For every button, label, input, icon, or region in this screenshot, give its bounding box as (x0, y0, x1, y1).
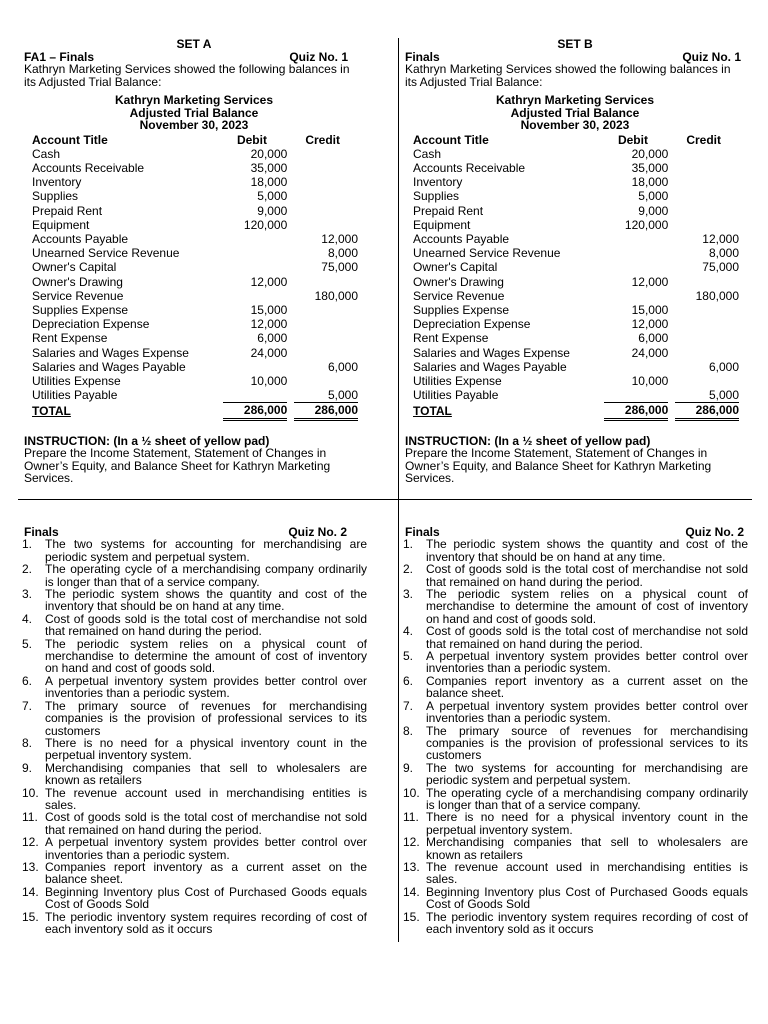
list-item (22, 613, 367, 638)
table-row (24, 204, 358, 218)
header-credit: Credit (305, 132, 340, 147)
set-b-report-heading (405, 94, 745, 132)
credit-cell (668, 317, 739, 331)
header-debit: Debit (617, 132, 648, 147)
account-title-cell: Depreciation Expense (413, 317, 531, 332)
item-number: 9. (403, 760, 414, 775)
list-item (403, 787, 748, 812)
list-item (403, 675, 748, 700)
set-a-report-heading (24, 94, 364, 132)
table-row (24, 317, 358, 331)
credit-cell (287, 204, 358, 218)
account-title-cell: Supplies (413, 189, 460, 204)
set-b-title: SET B (557, 37, 593, 51)
account-title-cell: Owner's Drawing (32, 274, 123, 289)
credit-cell: 8,000 (708, 246, 739, 261)
account-title-cell: Rent Expense (413, 331, 489, 346)
table-row (405, 275, 739, 289)
debit-cell: 15,000 (631, 302, 669, 317)
credit-cell (287, 189, 358, 203)
set-b-company-name: Kathryn Marketing Services (495, 93, 655, 107)
credit-cell: 75,000 (702, 260, 739, 275)
debit-cell (598, 360, 669, 374)
list-item (403, 836, 748, 861)
list-item (22, 911, 367, 936)
item-text: The operating cycle of a merchandising company ordinarily is longer than that of a service company. (426, 785, 748, 812)
total-debit-value: 286,000 (604, 402, 668, 420)
list-item (403, 811, 748, 836)
credit-cell: 5,000 (327, 388, 358, 403)
item-text: Beginning Inventory plus Cost of Purchased Goods equals Cost of Goods Sold (45, 884, 367, 912)
table-row (24, 147, 358, 161)
total-credit-cell (668, 402, 739, 420)
item-text: Companies report inventory as a current asset on the balance sheet. (426, 673, 748, 701)
debit-cell (217, 388, 288, 402)
debit-cell (598, 260, 669, 274)
credit-cell (287, 147, 358, 161)
item-text: The periodic system shows the quantity and cost of the inventory that should be on hand at any time. (45, 587, 367, 614)
table-row (24, 275, 358, 289)
debit-cell: 35,000 (250, 160, 288, 175)
credit-cell: 180,000 (314, 288, 358, 303)
table-row (405, 175, 739, 189)
quiz2-b-section (403, 526, 748, 935)
account-title-cell: Supplies (32, 189, 79, 204)
credit-cell (668, 331, 739, 345)
set-b-instruction-title: INSTRUCTION: (In a ½ sheet of yellow pad) (405, 433, 651, 448)
account-title-cell: Utilities Payable (32, 388, 118, 403)
credit-cell (668, 275, 739, 289)
account-title-cell: Owner's Capital (32, 260, 117, 275)
list-item (22, 638, 367, 675)
set-b-report-date: November 30, 2023 (520, 118, 630, 132)
credit-cell: 180,000 (695, 288, 739, 303)
item-text: The periodic inventory system requires recording of cost of each inventory sold as it occurs (45, 909, 367, 936)
item-text: The primary source of revenues for merchandising companies is the provision of professional services to its customers (45, 698, 367, 738)
item-text: Companies report inventory as a current asset on the balance sheet. (45, 859, 367, 887)
debit-cell: 35,000 (631, 160, 669, 175)
set-a-instruction (24, 435, 364, 485)
credit-cell: 75,000 (321, 260, 358, 275)
debit-cell: 20,000 (631, 146, 669, 161)
table-row (405, 289, 739, 303)
debit-cell: 9,000 (638, 203, 669, 218)
list-item (403, 625, 748, 650)
item-text: The revenue account used in merchandising entities is sales. (426, 859, 748, 887)
set-a-course-label: FA1 – Finals (24, 49, 95, 64)
account-title-cell: Equipment (413, 217, 471, 232)
credit-cell (668, 175, 739, 189)
list-item (22, 563, 367, 588)
item-text: Cost of goods sold is the total cost of merchandise not sold that remained on hand during the period. (45, 810, 367, 837)
table-row (405, 388, 739, 402)
item-number: 3. (22, 587, 33, 602)
account-title-cell: Cash (32, 146, 61, 161)
table-row (405, 161, 739, 175)
list-item (403, 725, 748, 762)
table-row (405, 189, 739, 203)
debit-cell (598, 388, 669, 402)
credit-cell: 5,000 (708, 388, 739, 403)
item-number: 8. (403, 723, 414, 738)
table-row (405, 246, 739, 260)
table-row (24, 374, 358, 388)
debit-cell: 5,000 (257, 189, 288, 204)
account-title-cell: Accounts Payable (32, 231, 129, 246)
list-item (403, 861, 748, 886)
item-number: 6. (22, 673, 33, 688)
table-row (405, 374, 739, 388)
item-number: 2. (22, 562, 33, 577)
item-text: There is no need for a physical inventory count in the perpetual inventory system. (426, 810, 748, 837)
account-title-cell: Accounts Receivable (413, 160, 526, 175)
account-title-cell: Unearned Service Revenue (32, 246, 180, 261)
list-item (403, 762, 748, 787)
item-number: 3. (403, 587, 414, 602)
item-number: 9. (22, 760, 33, 775)
account-title-cell: Rent Expense (32, 331, 108, 346)
table-row (405, 360, 739, 374)
item-number: 12. (22, 835, 39, 850)
credit-cell (287, 161, 358, 175)
list-item (22, 886, 367, 911)
item-text: Cost of goods sold is the total cost of merchandise not sold that remained on hand during the period. (45, 611, 367, 639)
set-a-instruction-title: INSTRUCTION: (In a ½ sheet of yellow pad) (24, 433, 270, 448)
item-number: 15. (22, 909, 39, 924)
item-number: 15. (403, 909, 420, 924)
horizontal-divider (18, 499, 752, 500)
list-item (22, 675, 367, 700)
list-item (22, 538, 367, 563)
table-row (24, 175, 358, 189)
credit-cell: 6,000 (708, 359, 739, 374)
credit-cell (287, 374, 358, 388)
account-title-cell: Accounts Payable (413, 231, 510, 246)
list-item (403, 588, 748, 625)
quiz2-a-items (22, 538, 367, 935)
quiz2-b-course-label: Finals (405, 525, 440, 539)
quiz2-a-section (22, 526, 367, 935)
set-b-intro: Kathryn Marketing Services showed the following balances in its Adjusted Trial Balance: (405, 62, 731, 89)
item-number: 5. (22, 636, 33, 651)
debit-cell: 20,000 (250, 146, 288, 161)
credit-cell (668, 161, 739, 175)
account-title-cell: Supplies Expense (413, 302, 510, 317)
item-number: 13. (403, 859, 420, 874)
table-row (24, 360, 358, 374)
item-number: 12. (403, 835, 420, 850)
table-row (405, 218, 739, 232)
account-title-cell: Salaries and Wages Expense (413, 345, 570, 360)
debit-cell (217, 360, 288, 374)
debit-cell: 5,000 (638, 189, 669, 204)
debit-cell (598, 232, 669, 246)
item-number: 13. (22, 859, 39, 874)
item-text: The two systems for accounting for merchandising are periodic system and perpetual system. (45, 537, 367, 564)
table-row (405, 147, 739, 161)
list-item (22, 836, 367, 861)
set-a-title: SET A (176, 37, 212, 51)
credit-cell (668, 374, 739, 388)
account-title-cell: Prepaid Rent (413, 203, 484, 218)
credit-cell (287, 275, 358, 289)
total-debit-value: 286,000 (223, 402, 287, 420)
account-title-cell: Salaries and Wages Payable (413, 359, 567, 374)
debit-cell: 12,000 (250, 274, 288, 289)
set-b-instruction-text: Prepare the Income Statement, Statement of Changes in Owner’s Equity, and Balance Sheet for Kathryn Marketing Services. (405, 446, 712, 486)
table-row (24, 161, 358, 175)
account-title-cell: Unearned Service Revenue (413, 246, 561, 261)
item-number: 10. (403, 785, 420, 800)
item-text: Merchandising companies that sell to wholesalers are known as retailers (426, 835, 748, 862)
list-item (22, 811, 367, 836)
list-item (403, 911, 748, 936)
debit-cell: 12,000 (631, 317, 669, 332)
list-item (22, 588, 367, 613)
credit-cell (287, 218, 358, 232)
debit-cell: 6,000 (257, 331, 288, 346)
item-text: Cost of goods sold is the total cost of merchandise not sold that remained on hand during the period. (426, 624, 748, 651)
credit-cell (287, 317, 358, 331)
debit-cell (217, 260, 288, 274)
account-title-cell: Supplies Expense (32, 302, 129, 317)
debit-cell: 120,000 (624, 217, 669, 232)
debit-cell: 15,000 (250, 302, 288, 317)
list-item (22, 700, 367, 737)
debit-cell: 24,000 (250, 345, 288, 360)
debit-cell: 12,000 (250, 317, 288, 332)
credit-cell (668, 189, 739, 203)
total-credit-value: 286,000 (294, 402, 358, 420)
list-item (22, 762, 367, 787)
credit-cell: 8,000 (327, 246, 358, 261)
total-row (405, 402, 739, 420)
account-title-cell: Service Revenue (413, 288, 505, 303)
item-number: 5. (403, 649, 414, 664)
quiz2-a-course-label: Finals (24, 525, 59, 539)
set-b-trial-balance-table (405, 133, 739, 421)
item-text: The periodic inventory system requires recording of cost of each inventory sold as it occurs (426, 909, 748, 936)
debit-cell: 6,000 (638, 331, 669, 346)
table-row (405, 303, 739, 317)
credit-cell (287, 175, 358, 189)
credit-cell: 12,000 (702, 231, 739, 246)
item-number: 7. (22, 698, 33, 713)
table-row (405, 204, 739, 218)
account-title-cell: Prepaid Rent (32, 203, 103, 218)
item-number: 10. (22, 785, 39, 800)
item-text: The primary source of revenues for merchandising companies is the provision of professional services to its customers (426, 723, 748, 763)
table-row (24, 260, 358, 274)
debit-cell (217, 232, 288, 246)
credit-cell (287, 303, 358, 317)
item-text: A perpetual inventory system provides better control over inventories than a periodic system. (426, 649, 748, 676)
item-number: 4. (22, 611, 33, 626)
list-item (22, 861, 367, 886)
debit-cell: 24,000 (631, 345, 669, 360)
item-number: 7. (403, 698, 414, 713)
table-row (405, 260, 739, 274)
item-number: 1. (403, 537, 414, 552)
account-title-cell: Accounts Receivable (32, 160, 145, 175)
item-number: 14. (403, 884, 420, 899)
item-number: 6. (403, 673, 414, 688)
total-debit-cell (217, 402, 288, 420)
credit-cell (668, 303, 739, 317)
set-b-instruction (405, 435, 745, 485)
table-row (405, 346, 739, 360)
table-row (24, 189, 358, 203)
debit-cell: 12,000 (631, 274, 669, 289)
table-header-row (405, 133, 739, 147)
list-item (403, 538, 748, 563)
account-title-cell: Depreciation Expense (32, 317, 150, 332)
set-b-section (405, 38, 745, 485)
list-item (22, 787, 367, 812)
account-title-cell: Owner's Capital (413, 260, 498, 275)
debit-cell: 120,000 (243, 217, 288, 232)
debit-cell: 18,000 (631, 175, 669, 190)
total-label: TOTAL (413, 404, 452, 419)
set-a-trial-balance-table (24, 133, 358, 421)
header-debit: Debit (236, 132, 267, 147)
debit-cell: 10,000 (631, 373, 669, 388)
list-item (22, 737, 367, 762)
debit-cell: 18,000 (250, 175, 288, 190)
set-a-report-date: November 30, 2023 (139, 118, 249, 132)
debit-cell (598, 246, 669, 260)
item-number: 11. (22, 810, 38, 825)
account-title-cell: Utilities Payable (413, 388, 499, 403)
table-row (24, 218, 358, 232)
credit-cell (287, 331, 358, 345)
total-row (24, 402, 358, 420)
item-text: The periodic system relies on a physical count of merchandise to determine the amount of cost of inventory on hand and cost of goods sold. (426, 587, 748, 626)
account-title-cell: Utilities Expense (32, 373, 121, 388)
table-row (24, 246, 358, 260)
credit-cell: 12,000 (321, 231, 358, 246)
set-b-quiz-number: Quiz No. 1 (682, 49, 741, 64)
table-header-row (24, 133, 358, 147)
item-text: There is no need for a physical inventory count in the perpetual inventory system. (45, 735, 367, 763)
item-text: Merchandising companies that sell to wholesalers are known as retailers (45, 760, 367, 788)
set-a-report-name: Adjusted Trial Balance (129, 105, 259, 120)
quiz2-a-quiz-number: Quiz No. 2 (288, 525, 347, 539)
account-title-cell: Salaries and Wages Expense (32, 345, 189, 360)
item-text: The operating cycle of a merchandising company ordinarily is longer than that of a service company. (45, 562, 367, 589)
header-credit: Credit (686, 132, 721, 147)
table-row (24, 303, 358, 317)
item-number: 14. (22, 884, 39, 899)
item-number: 4. (403, 624, 414, 639)
header-account-title: Account Title (413, 132, 489, 147)
credit-cell (668, 218, 739, 232)
item-number: 8. (22, 735, 33, 750)
account-title-cell: Equipment (32, 217, 90, 232)
set-b-course-label: Finals (405, 49, 440, 64)
total-credit-cell (287, 402, 358, 420)
quiz2-b-items (403, 538, 748, 935)
list-item (403, 886, 748, 911)
debit-cell: 9,000 (257, 203, 288, 218)
account-title-cell: Inventory (32, 175, 82, 190)
account-title-cell: Utilities Expense (413, 373, 502, 388)
table-row (24, 346, 358, 360)
account-title-cell: Inventory (413, 175, 463, 190)
credit-cell (668, 346, 739, 360)
item-text: A perpetual inventory system provides better control over inventories than a periodic system. (45, 835, 367, 862)
list-item (403, 563, 748, 588)
set-a-quiz-number: Quiz No. 1 (289, 49, 348, 64)
item-number: 1. (22, 537, 33, 552)
account-title-cell: Salaries and Wages Payable (32, 359, 186, 374)
credit-cell (668, 204, 739, 218)
list-item (403, 650, 748, 675)
item-text: A perpetual inventory system provides better control over inventories than a periodic system. (45, 673, 367, 701)
account-title-cell: Cash (413, 146, 442, 161)
set-b-report-name: Adjusted Trial Balance (510, 105, 640, 120)
account-title-cell: Service Revenue (32, 288, 124, 303)
set-a-company-name: Kathryn Marketing Services (114, 93, 274, 107)
vertical-divider (398, 38, 399, 942)
set-a-section (24, 38, 364, 485)
debit-cell (217, 246, 288, 260)
credit-cell (287, 346, 358, 360)
item-text: Beginning Inventory plus Cost of Purchased Goods equals Cost of Goods Sold (426, 884, 748, 912)
credit-cell: 6,000 (327, 359, 358, 374)
item-text: The periodic system shows the quantity and cost of the inventory that should be on hand at any time. (426, 537, 748, 564)
quiz2-b-quiz-number: Quiz No. 2 (685, 525, 744, 539)
debit-cell (598, 289, 669, 303)
item-text: The revenue account used in merchandising entities is sales. (45, 785, 367, 812)
item-number: 11. (403, 810, 419, 825)
item-text: The two systems for accounting for merchandising are periodic system and perpetual system. (426, 760, 748, 788)
debit-cell: 10,000 (250, 373, 288, 388)
table-row (24, 331, 358, 345)
table-row (405, 232, 739, 246)
table-row (24, 289, 358, 303)
debit-cell (217, 289, 288, 303)
total-label: TOTAL (32, 404, 71, 419)
set-a-instruction-text: Prepare the Income Statement, Statement of Changes in Owner’s Equity, and Balance Sheet for Kathryn Marketing Services. (24, 446, 331, 486)
credit-cell (668, 147, 739, 161)
total-credit-value: 286,000 (675, 402, 739, 420)
table-row (24, 232, 358, 246)
account-title-cell: Owner's Drawing (413, 274, 504, 289)
list-item (403, 700, 748, 725)
set-a-intro: Kathryn Marketing Services showed the following balances in its Adjusted Trial Balance: (24, 62, 350, 89)
header-account-title: Account Title (32, 132, 108, 147)
table-row (405, 317, 739, 331)
item-text: A perpetual inventory system provides better control over inventories than a periodic system. (426, 698, 748, 726)
item-text: Cost of goods sold is the total cost of merchandise not sold that remained on hand during the period. (426, 562, 748, 589)
item-text: The periodic system relies on a physical count of merchandise to determine the amount of cost of inventory on hand and cost of goods sold. (45, 636, 367, 676)
table-row (405, 331, 739, 345)
item-number: 2. (403, 562, 414, 577)
total-debit-cell (598, 402, 669, 420)
table-row (24, 388, 358, 402)
